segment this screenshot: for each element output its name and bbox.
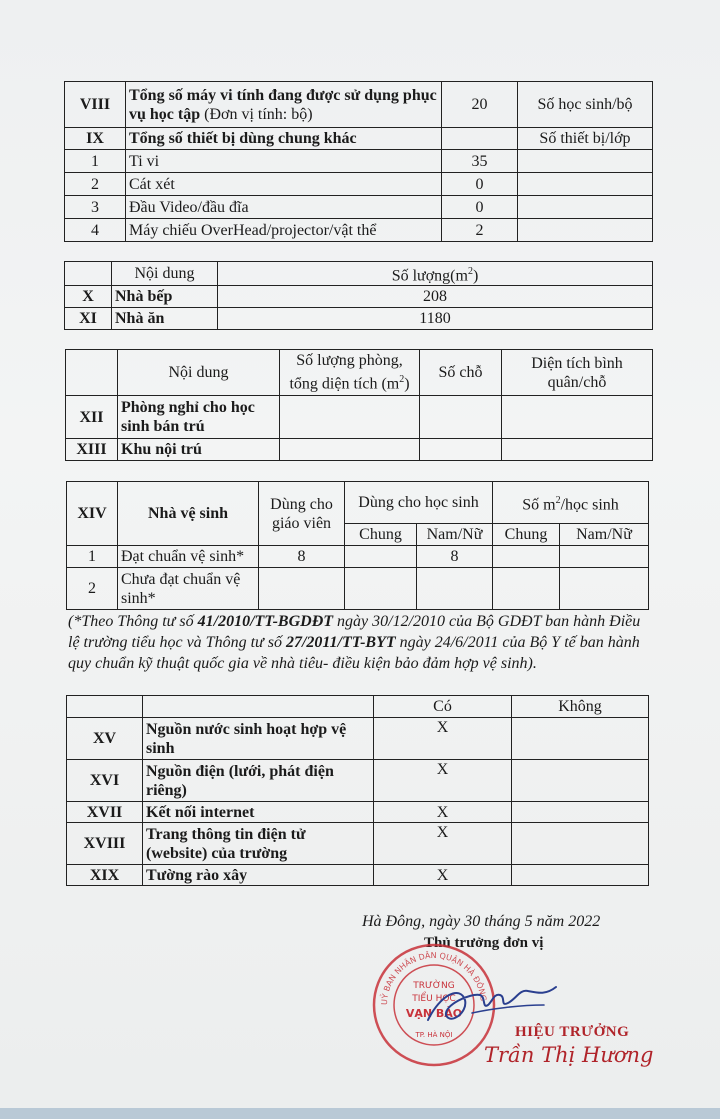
svg-text:TIỂU HỌC: TIỂU HỌC: [412, 994, 456, 1004]
boarding-table: [65, 349, 653, 461]
table-row: [65, 150, 653, 173]
row-content: Đầu Video/đầu đĩa: [126, 196, 442, 219]
row-common: [493, 568, 560, 610]
row-yes: X: [374, 760, 512, 802]
principal-name: Trần Thị Hương: [484, 1043, 654, 1067]
row-no: [512, 760, 649, 802]
row-content: Nhà ăn: [112, 308, 218, 330]
table-row: [65, 308, 653, 330]
table-row: [67, 718, 649, 760]
row-content: Cát xét: [126, 173, 442, 196]
row-number: XVII: [67, 802, 143, 823]
row-cell: [280, 439, 420, 461]
table-row: [66, 439, 653, 461]
row-number: XII: [66, 396, 118, 439]
row-common: [345, 568, 417, 610]
svg-text:UỶ BAN NHÂN DÂN QUẬN HÀ ĐÔNG: UỶ BAN NHÂN DÂN QUẬN HÀ ĐÔNG: [379, 950, 488, 1006]
row-cell: [280, 396, 420, 439]
row-value: 2: [442, 219, 518, 242]
row-value: 0: [442, 173, 518, 196]
table-row: [66, 350, 653, 396]
row-number: 1: [65, 150, 126, 173]
row-number: X: [65, 286, 112, 308]
row-value: [442, 128, 518, 150]
row-number: XIX: [67, 865, 143, 886]
svg-text:TRƯỜNG: TRƯỜNG: [413, 981, 455, 991]
header-quantity: Số $lượng(m^2)$: [218, 262, 653, 286]
row-yes: X: [374, 802, 512, 823]
section-number: XIV: [67, 482, 118, 546]
blank-cell: [67, 696, 143, 718]
row-content: Khu nội trú: [118, 439, 280, 461]
row-cell: [420, 439, 502, 461]
table-row: [65, 262, 653, 286]
row-no: [512, 802, 649, 823]
row-number: XV: [67, 718, 143, 760]
row-gender: [560, 568, 649, 610]
row-content: Tường rào xây: [143, 865, 374, 886]
table-row: [67, 482, 649, 524]
row-number: 1: [67, 546, 118, 568]
header-no: Không: [512, 696, 649, 718]
row-extra: [518, 196, 653, 219]
sub-common: Chung: [345, 524, 417, 546]
row-common: [345, 546, 417, 568]
row-yes: X: [374, 865, 512, 886]
row-no: [512, 823, 649, 865]
row-extra: [518, 173, 653, 196]
unit-head-label: Thủ trưởng đơn vị: [424, 935, 544, 951]
sub-common: Chung: [493, 524, 560, 546]
row-gender: [417, 568, 493, 610]
table-row: [67, 760, 649, 802]
signing-date: Hà Đông, ngày 30 tháng 5 năm 2022: [362, 913, 601, 930]
row-no: [512, 718, 649, 760]
table-row: [65, 219, 653, 242]
header-content: Nội dung: [112, 262, 218, 286]
row-content: Trang thông tin điện tử (website) của trường: [143, 823, 374, 865]
row-content: Nhà bếp: [112, 286, 218, 308]
row-content: Tổng số máy vi tính đang được sử dụng phục vụ học tập (Đơn vị tính: bộ): [126, 82, 442, 128]
header-content: Nội dung: [118, 350, 280, 396]
row-extra: Số học sinh/bộ: [518, 82, 653, 128]
row-number: XI: [65, 308, 112, 330]
row-content: Máy chiếu OverHead/projector/vật thể: [126, 219, 442, 242]
header-yes: Có: [374, 696, 512, 718]
table-row: [65, 173, 653, 196]
table-row: [67, 568, 649, 610]
row-content: Tổng số thiết bị dùng chung khác: [126, 128, 442, 150]
row-number: 2: [67, 568, 118, 610]
blank-cell: [66, 350, 118, 396]
row-extra: Số thiết bị/lớp: [518, 128, 653, 150]
sub-gender: Nam/Nữ: [417, 524, 493, 546]
page-bottom-edge: [0, 1108, 720, 1119]
row-cell: [502, 396, 653, 439]
row-value: 0: [442, 196, 518, 219]
table-row: [67, 823, 649, 865]
row-content: Đạt chuẩn vệ sinh*: [118, 546, 259, 568]
row-common: [493, 546, 560, 568]
section-title: Nhà vệ sinh: [118, 482, 259, 546]
facilities-table: [66, 695, 649, 886]
row-content: Chưa đạt chuẩn vệ sinh*: [118, 568, 259, 610]
row-teacher: [259, 568, 345, 610]
row-cell: [502, 439, 653, 461]
row-gender: [560, 546, 649, 568]
table-row: [67, 696, 649, 718]
header-seats: Số chỗ: [420, 350, 502, 396]
table-row: [67, 865, 649, 886]
header-students: Dùng cho học sinh: [345, 482, 493, 524]
row-value: 20: [442, 82, 518, 128]
row-number: 4: [65, 219, 126, 242]
row-no: [512, 865, 649, 886]
row-number: IX: [65, 128, 126, 150]
header-teacher: Dùng cho giáo viên: [259, 482, 345, 546]
header-average: Diện tích bình quân/chỗ: [502, 350, 653, 396]
row-content: Kết nối internet: [143, 802, 374, 823]
kitchen-table: [64, 261, 653, 330]
table-row: [65, 286, 653, 308]
blank-cell: [143, 696, 374, 718]
svg-text:TP. HÀ NỘI: TP. HÀ NỘI: [415, 1031, 453, 1039]
row-content: Nguồn nước sinh hoạt hợp vệ sinh: [143, 718, 374, 760]
table-row: [67, 546, 649, 568]
row-number: XVIII: [67, 823, 143, 865]
svg-text:VẠN BẢO: VẠN BẢO: [405, 1007, 463, 1020]
row-yes: X: [374, 823, 512, 865]
table-row: [65, 196, 653, 219]
header-rooms: Số lượng phòng, tổng diện tích $(m^2)$: [280, 350, 420, 396]
row-number: 2: [65, 173, 126, 196]
row-gender: 8: [417, 546, 493, 568]
table-row: [67, 802, 649, 823]
row-yes: X: [374, 718, 512, 760]
row-extra: [518, 219, 653, 242]
principal-title: HIỆU TRƯỞNG: [515, 1024, 630, 1040]
blank-cell: [65, 262, 112, 286]
row-value: 208: [218, 286, 653, 308]
table-row: [66, 396, 653, 439]
row-teacher: 8: [259, 546, 345, 568]
row-value: 35: [442, 150, 518, 173]
header-per-student: Số $m^2$/học sinh: [493, 482, 649, 524]
row-content: Phòng nghỉ cho học sinh bán trú: [118, 396, 280, 439]
toilet-table: [66, 481, 649, 610]
row-content: Ti vi: [126, 150, 442, 173]
row-number: 3: [65, 196, 126, 219]
row-content: Nguồn điện (lưới, phát điện riêng): [143, 760, 374, 802]
row-number: XIII: [66, 439, 118, 461]
regulation-note: (*Theo Thông tư số 41/2010/TT-BGDĐT ngày 30/12/2010 của Bộ GDĐT ban hành Điều lệ trường tiểu học và Thông tư số 27/2011/TT-BYT ngày 24/6/2011 của Bộ Y tế ban hành quy chuẩn kỹ thuật quốc gia về nhà tiêu- điều kiện bảo đảm hợp vệ sinh).: [68, 613, 641, 672]
table-row: [65, 128, 653, 150]
row-number: VIII: [65, 82, 126, 128]
row-value: 1180: [218, 308, 653, 330]
table-row: [65, 82, 653, 128]
row-cell: [420, 396, 502, 439]
row-number: XVI: [67, 760, 143, 802]
row-extra: [518, 150, 653, 173]
sub-gender: Nam/Nữ: [560, 524, 649, 546]
equipment-table: [64, 81, 653, 242]
